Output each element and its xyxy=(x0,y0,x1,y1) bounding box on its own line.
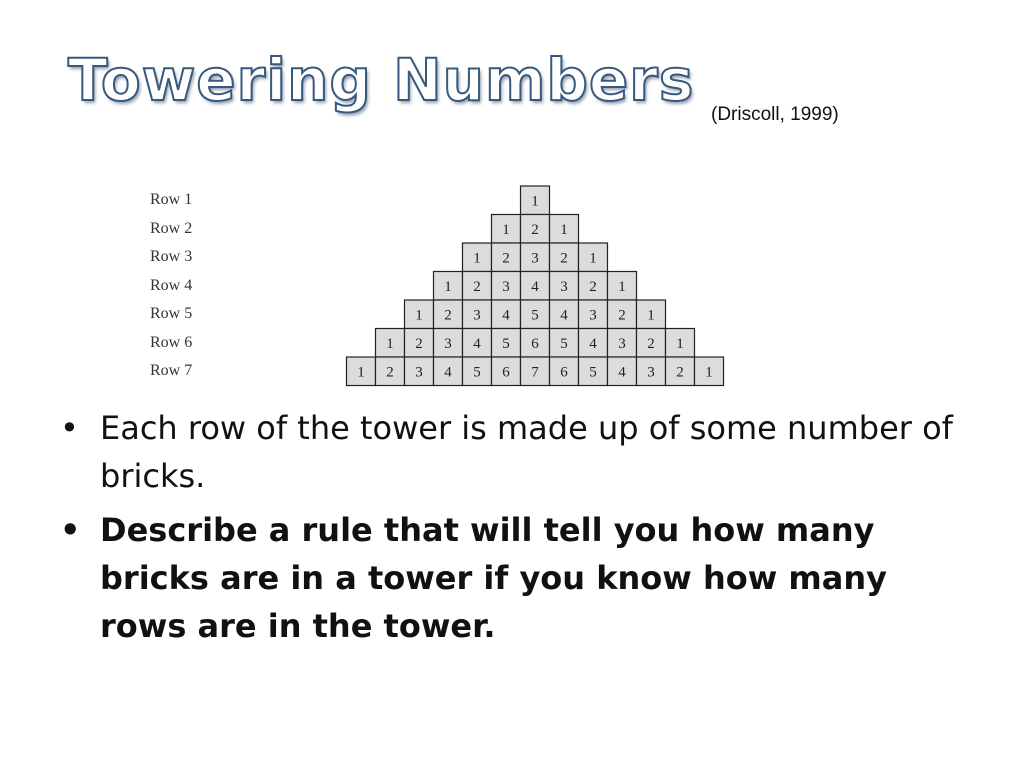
brick-number: 2 xyxy=(618,307,626,324)
brick-number: 3 xyxy=(415,364,423,381)
brick-number: 3 xyxy=(589,307,597,324)
brick-number: 3 xyxy=(502,278,510,295)
brick-number: 2 xyxy=(386,364,394,381)
brick-number: 5 xyxy=(560,335,568,352)
brick-tower xyxy=(140,182,730,392)
brick-number: 2 xyxy=(676,364,684,381)
brick-number: 2 xyxy=(560,250,568,267)
brick-number: 2 xyxy=(473,278,481,295)
brick-number: 4 xyxy=(444,364,452,381)
brick-number: 2 xyxy=(531,221,539,238)
bullet-list xyxy=(58,404,958,656)
tower-figure xyxy=(140,182,730,392)
brick-number: 2 xyxy=(647,335,655,352)
citation: (Driscoll, 1999) xyxy=(711,104,839,125)
brick-number: 2 xyxy=(502,250,510,267)
brick-number: 5 xyxy=(531,307,539,324)
brick-number: 1 xyxy=(705,364,713,381)
brick-number: 3 xyxy=(618,335,626,352)
brick-number: 2 xyxy=(444,307,452,324)
brick-number: 4 xyxy=(560,307,568,324)
brick-number: 1 xyxy=(444,278,452,295)
brick-number: 3 xyxy=(473,307,481,324)
brick-number: 1 xyxy=(502,221,510,238)
row-label: Row 4 xyxy=(150,276,193,294)
bullet-marker: • xyxy=(60,511,81,549)
bullet-text: Each row of the tower is made up of some number of bricks. xyxy=(100,409,953,495)
brick-number: 5 xyxy=(473,364,481,381)
brick-number: 1 xyxy=(618,278,626,295)
row-label: Row 1 xyxy=(150,191,193,208)
brick-number: 1 xyxy=(560,221,568,238)
brick-number: 6 xyxy=(531,335,539,352)
brick-number: 3 xyxy=(444,335,452,352)
brick-number: 4 xyxy=(531,278,539,295)
slide-title: Towering Numbers xyxy=(68,46,695,114)
brick-number: 4 xyxy=(473,335,481,352)
brick-number: 3 xyxy=(647,364,655,381)
brick-number: 4 xyxy=(502,307,510,324)
bullet-item-question xyxy=(58,506,958,650)
row-label: Row 3 xyxy=(150,248,193,265)
brick-number: 1 xyxy=(357,364,365,381)
brick-number: 5 xyxy=(502,335,510,352)
row-label: Row 5 xyxy=(150,305,193,322)
brick-number: 3 xyxy=(531,250,539,267)
brick-number: 1 xyxy=(473,250,481,267)
brick-number: 1 xyxy=(676,335,684,352)
brick-number: 5 xyxy=(589,364,597,381)
brick-number: 2 xyxy=(415,335,423,352)
brick-number: 2 xyxy=(589,278,597,295)
brick-number: 1 xyxy=(386,335,394,352)
bullet-marker: • xyxy=(60,409,79,447)
row-label: Row 6 xyxy=(150,333,193,351)
brick-number: 1 xyxy=(647,307,655,324)
brick-number: 1 xyxy=(589,250,597,267)
brick-number: 6 xyxy=(502,364,510,381)
row-label: Row 2 xyxy=(150,219,193,237)
brick-number: 4 xyxy=(618,364,626,381)
brick-number: 1 xyxy=(531,193,539,210)
bullet-text: Describe a rule that will tell you how many bricks are in a tower if you know how many rows are in the tower. xyxy=(100,511,887,645)
brick-number: 7 xyxy=(531,364,539,381)
brick-number: 6 xyxy=(560,364,568,381)
brick-number: 3 xyxy=(560,278,568,295)
bullet-item xyxy=(58,404,958,500)
brick-number: 4 xyxy=(589,335,597,352)
brick-number: 1 xyxy=(415,307,423,324)
row-label: Row 7 xyxy=(150,362,193,379)
